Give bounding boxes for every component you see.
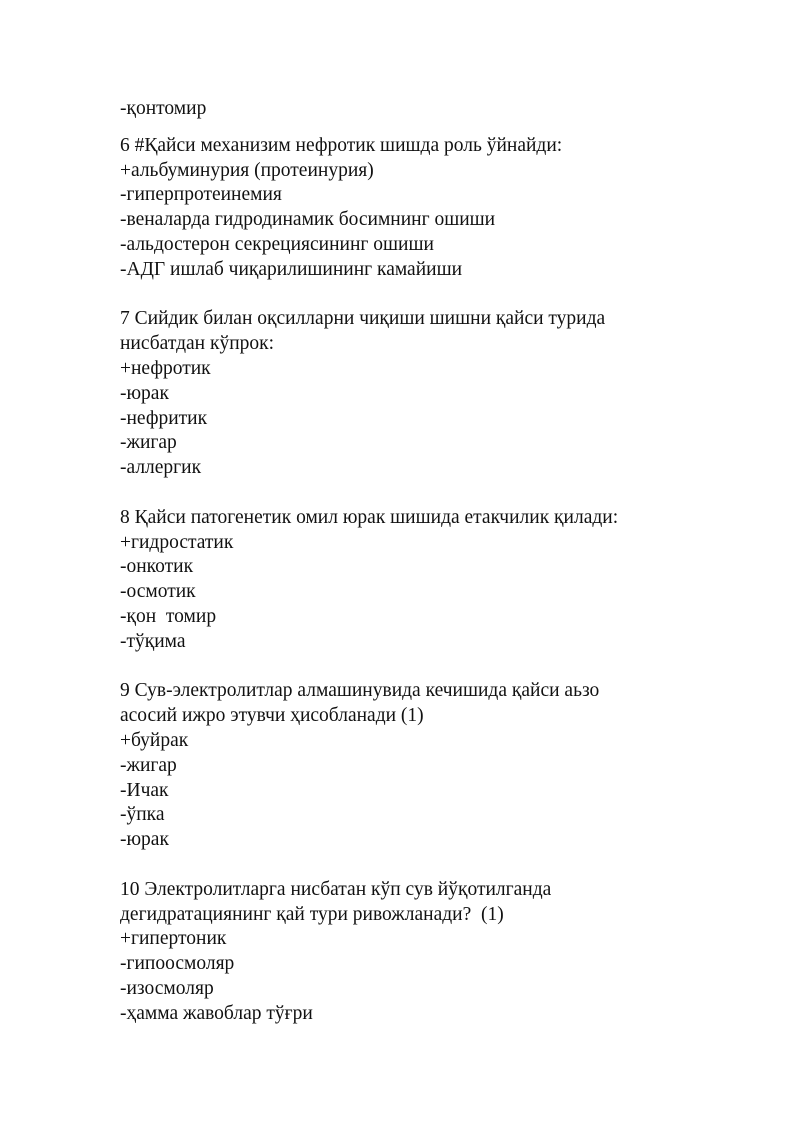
answer-option: -Ичак bbox=[120, 779, 169, 801]
question-text: 8 Қайси патогенетик омил юрак шишида етакчилик қилади: bbox=[120, 506, 619, 528]
answer-option: -нефритик bbox=[120, 407, 208, 429]
answer-option: +нефротик bbox=[120, 357, 211, 379]
question-text: 10 Электролитларга нисбатан кўп сув йўқотилганда bbox=[120, 878, 552, 900]
question-text: нисбатдан кўпрок: bbox=[120, 333, 275, 355]
answer-option: -қон томир bbox=[120, 605, 217, 627]
answer-option: -жигар bbox=[120, 754, 177, 776]
answer-option: -гиперпротеинемия bbox=[120, 184, 282, 206]
answer-option: -ҳамма жавоблар тўғри bbox=[120, 1002, 313, 1024]
answer-option: +альбуминурия (протеинурия) bbox=[120, 159, 374, 181]
question-text: 6 #Қайси механизим нефротик шишда роль ўйнайди: bbox=[120, 134, 563, 156]
answer-option: -гипоосмоляр bbox=[120, 953, 235, 975]
answer-option: -осмотик bbox=[120, 581, 196, 603]
answer-option: +гидростатик bbox=[120, 531, 234, 553]
answer-option: +буйрак bbox=[120, 729, 189, 751]
answer-option: -юрак bbox=[120, 382, 169, 404]
question-10 bbox=[120, 878, 760, 1027]
question-6 bbox=[120, 134, 760, 283]
question-7 bbox=[120, 307, 760, 481]
answer-option: -жигар bbox=[120, 432, 177, 454]
question-8 bbox=[120, 506, 760, 655]
answer-option: -ўпка bbox=[120, 804, 165, 826]
answer-option: -АДГ ишлаб чиқарилишининг камайиши bbox=[120, 258, 463, 280]
answer-option: -изосмоляр bbox=[120, 977, 214, 999]
question-text: 7 Сийдик билан оқсилларни чиқиши шишни қайси турида bbox=[120, 308, 606, 330]
answer-option: -аллергик bbox=[120, 457, 202, 479]
top-fragment: -қонтомир bbox=[120, 98, 207, 119]
question-9 bbox=[120, 679, 760, 853]
question-text: 9 Сув-электролитлар алмашинувида кечишида қайси аьзо bbox=[120, 680, 600, 702]
question-text: асосий ижро этувчи ҳисобланади (1) bbox=[120, 705, 424, 727]
document-page bbox=[120, 97, 760, 1026]
answer-option: -тўқима bbox=[120, 630, 186, 652]
question-text: дегидратациянинг қай тури ривожланади? (1) bbox=[120, 903, 504, 925]
answer-option: -альдостерон секрециясининг ошиши bbox=[120, 233, 434, 255]
answer-option: -веналарда гидродинамик босимнинг ошиши bbox=[120, 209, 496, 231]
answer-option: -онкотик bbox=[120, 556, 194, 578]
answer-option: +гипертоник bbox=[120, 928, 227, 950]
answer-option: -юрак bbox=[120, 829, 169, 851]
